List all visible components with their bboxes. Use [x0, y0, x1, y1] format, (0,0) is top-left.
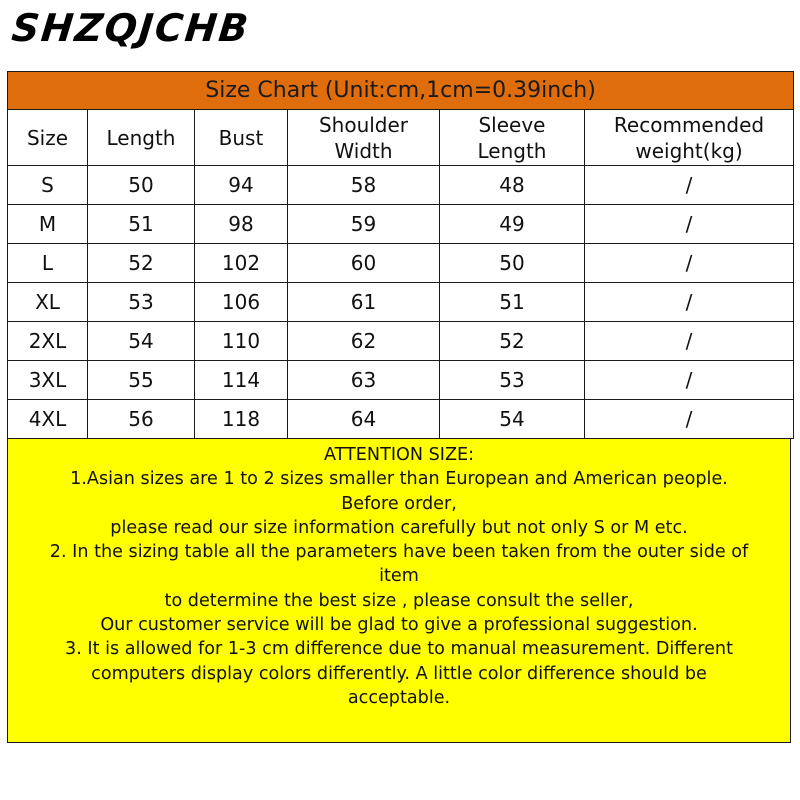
- cell-size: M: [8, 205, 88, 244]
- notes-line: Before order,: [341, 493, 457, 514]
- cell-length: 56: [88, 400, 195, 439]
- cell-bust: 98: [195, 205, 288, 244]
- cell-size: 4XL: [8, 400, 88, 439]
- cell-shoulder-width: 61: [288, 283, 440, 322]
- cell-bust: 102: [195, 244, 288, 283]
- cell-size: XL: [8, 283, 88, 322]
- table-header-row: [8, 110, 794, 166]
- cell-recommended-weight: /: [585, 166, 794, 205]
- cell-length: 51: [88, 205, 195, 244]
- column-header-length: Length: [88, 110, 195, 166]
- cell-recommended-weight: /: [585, 283, 794, 322]
- notes-line: 1.Asian sizes are 1 to 2 sizes smaller than European and American people.: [70, 469, 728, 490]
- column-header-bust: Bust: [195, 110, 288, 166]
- cell-length: 50: [88, 166, 195, 205]
- cell-shoulder-width: 59: [288, 205, 440, 244]
- cell-shoulder-width: 64: [288, 400, 440, 439]
- column-header-shoulder-width: Shoulder Width: [288, 110, 440, 166]
- notes-line: 3. It is allowed for 1-3 cm difference due to manual measurement. Different: [65, 639, 733, 660]
- table-row: [8, 283, 794, 322]
- cell-sleeve-length: 53: [440, 361, 585, 400]
- cell-length: 54: [88, 322, 195, 361]
- cell-shoulder-width: 58: [288, 166, 440, 205]
- cell-shoulder-width: 60: [288, 244, 440, 283]
- table-row: [8, 322, 794, 361]
- size-chart-title: Size Chart (Unit:cm,1cm=0.39inch): [8, 72, 794, 110]
- notes-line: Our customer service will be glad to give a professional suggestion.: [100, 615, 698, 636]
- table-row: [8, 244, 794, 283]
- cell-sleeve-length: 49: [440, 205, 585, 244]
- attention-notes-box: [7, 438, 791, 743]
- cell-size: L: [8, 244, 88, 283]
- cell-sleeve-length: 52: [440, 322, 585, 361]
- cell-size: S: [8, 166, 88, 205]
- cell-size: 2XL: [8, 322, 88, 361]
- cell-bust: 114: [195, 361, 288, 400]
- table-row: [8, 205, 794, 244]
- notes-line: 2. In the sizing table all the parameters have been taken from the outer side of: [49, 542, 749, 563]
- cell-bust: 106: [195, 283, 288, 322]
- cell-recommended-weight: /: [585, 244, 794, 283]
- notes-line: to determine the best size , please consult the seller,: [164, 590, 634, 611]
- cell-sleeve-length: 48: [440, 166, 585, 205]
- cell-bust: 118: [195, 400, 288, 439]
- cell-size: 3XL: [8, 361, 88, 400]
- cell-sleeve-length: 54: [440, 400, 585, 439]
- column-header-sleeve-length: Sleeve Length: [440, 110, 585, 166]
- cell-recommended-weight: /: [585, 400, 794, 439]
- column-header-recommended-weight: Recommended weight(kg): [585, 110, 794, 166]
- cell-sleeve-length: 50: [440, 244, 585, 283]
- notes-line: computers display colors differently. A little color difference should be: [91, 663, 707, 684]
- notes-line: acceptable.: [347, 687, 451, 708]
- cell-sleeve-length: 51: [440, 283, 585, 322]
- table-row: [8, 400, 794, 439]
- cell-recommended-weight: /: [585, 361, 794, 400]
- size-chart-table: [7, 71, 794, 439]
- cell-bust: 110: [195, 322, 288, 361]
- cell-bust: 94: [195, 166, 288, 205]
- notes-heading: ATTENTION SIZE:: [323, 445, 475, 465]
- notes-line: item: [379, 566, 419, 587]
- notes-line: please read our size information carefully but not only S or M etc.: [110, 517, 688, 538]
- table-row: [8, 361, 794, 400]
- column-header-size: Size: [8, 110, 88, 166]
- cell-shoulder-width: 63: [288, 361, 440, 400]
- cell-length: 52: [88, 244, 195, 283]
- cell-length: 53: [88, 283, 195, 322]
- brand-logo-text: SHZQJCHB: [9, 6, 253, 50]
- cell-length: 55: [88, 361, 195, 400]
- cell-shoulder-width: 62: [288, 322, 440, 361]
- cell-recommended-weight: /: [585, 322, 794, 361]
- cell-recommended-weight: /: [585, 205, 794, 244]
- table-row: [8, 166, 794, 205]
